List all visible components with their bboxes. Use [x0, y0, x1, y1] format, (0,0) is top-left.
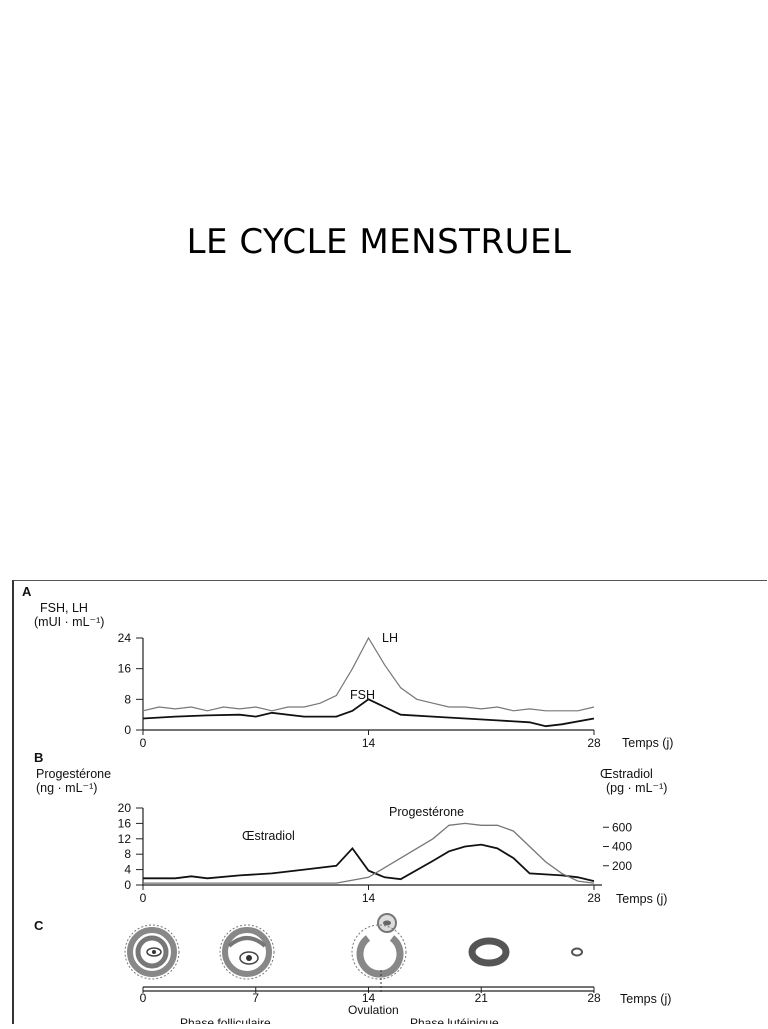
- panel-b-ytick-right-label: 400: [612, 839, 633, 854]
- panel-c-letter: C: [34, 918, 44, 933]
- panel-b-letter: B: [34, 750, 44, 765]
- series-label-lh: LH: [382, 631, 398, 645]
- panel-c-xtick-label: 21: [474, 991, 488, 1005]
- panel-a-xtick-label: 0: [139, 736, 147, 750]
- ovulation-label: Ovulation: [348, 1003, 399, 1017]
- follicular-phase-label: Phase folliculaire: [180, 1016, 271, 1024]
- panel-a-ytick-label: 16: [117, 661, 131, 676]
- panel-b-ylabel-1: Progestérone: [36, 767, 112, 781]
- panel-a-ytick-label: 0: [124, 723, 131, 737]
- figure-frame: [12, 580, 767, 1024]
- panel-a-ylabel-2: (mUI · mL⁻¹): [34, 615, 105, 629]
- panel-b-xtick-label: 0: [139, 891, 147, 905]
- series-label-oestradiol: Œstradiol: [242, 829, 295, 843]
- panel-a-xtick-label: 28: [587, 736, 601, 750]
- panel-c-xlabel: Temps (j): [620, 992, 672, 1006]
- hormone-cycle-figure: [12, 580, 768, 1024]
- panel-c-xtick-label: 14: [361, 991, 376, 1005]
- panel-b-ytick-label: 12: [117, 831, 131, 846]
- panel-a-ylabel-1: FSH, LH: [40, 601, 88, 615]
- slide-title: LE CYCLE MENSTRUEL: [186, 222, 572, 262]
- panel-b-ylabel-2: (ng · mL⁻¹): [36, 781, 98, 795]
- panel-b-xlabel: Temps (j): [616, 892, 668, 906]
- panel-a-xlabel: Temps (j): [622, 736, 674, 750]
- luteal-phase-label: Phase lutéinique: [410, 1016, 499, 1024]
- panel-c-xtick-label: 7: [252, 991, 260, 1005]
- panel-c-xtick-label: 0: [139, 991, 147, 1005]
- panel-b-ytick-label: 20: [117, 801, 131, 815]
- panel-c-xtick-label: 28: [587, 991, 601, 1005]
- panel-a-ytick-label: 8: [124, 692, 131, 707]
- panel-b-ytick-right-label: 600: [612, 820, 633, 835]
- panel-b-ytick-label: 8: [124, 847, 131, 862]
- series-label-progesterone: Progestérone: [389, 805, 465, 819]
- series-label-fsh: FSH: [350, 688, 375, 702]
- panel-b-ylabel-right-2: (pg · mL⁻¹): [606, 781, 668, 795]
- panel-a-ytick-label: 24: [117, 631, 131, 645]
- panel-b-ylabel-right-1: Œstradiol: [600, 767, 653, 781]
- panel-b-xtick-label: 28: [587, 891, 601, 905]
- panel-b-ytick-label: 0: [124, 878, 131, 892]
- panel-b-ytick-right-label: 200: [612, 858, 633, 873]
- panel-b-ytick-label: 16: [117, 816, 131, 831]
- panel-a-letter: A: [22, 584, 32, 599]
- panel-b-ytick-label: 4: [124, 862, 131, 877]
- panel-a-xtick-label: 14: [361, 736, 376, 750]
- panel-b-xtick-label: 14: [361, 891, 376, 905]
